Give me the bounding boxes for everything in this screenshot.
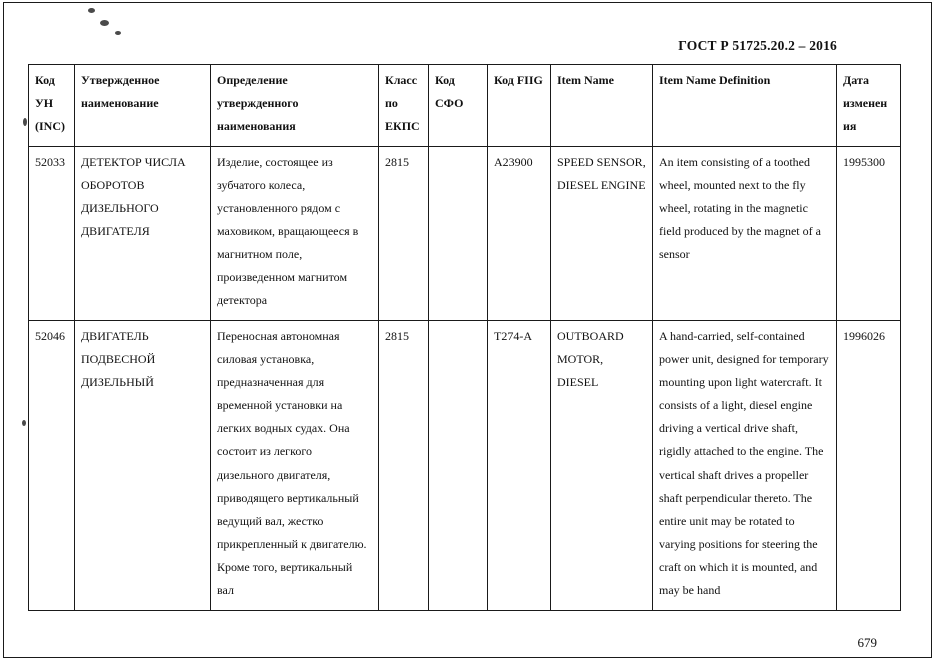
scan-artifact — [88, 8, 95, 13]
cell-fiig-code: T274-A — [488, 321, 551, 610]
document-title: ГОСТ Р 51725.20.2 – 2016 — [678, 38, 837, 53]
scan-artifact — [23, 118, 27, 126]
cell-inc: 52033 — [29, 147, 75, 321]
cell-sfo-code — [429, 321, 488, 610]
scan-artifact — [22, 420, 26, 426]
table-row — [29, 147, 901, 321]
scan-artifact — [115, 31, 121, 35]
cell-sfo-code — [429, 147, 488, 321]
header-item-name-definition: Item Name Definition — [653, 65, 837, 147]
cell-change-date: 1996026 — [837, 321, 901, 610]
header-inc: Код УН (INC) — [29, 65, 75, 147]
cell-item-name: SPEED SENSOR, DIESEL ENGINE — [551, 147, 653, 321]
page-number: 679 — [857, 635, 877, 650]
document-table — [28, 64, 901, 611]
cell-approved-definition: Переносная автономная силовая установка, предназначенная для временной установки на легких водных судах. Она состоит из легкого дизельного двигателя, приводящего вертикальный ведущий вал, жестко прикрепленный к двигателю. Кроме того, вертикальный вал — [211, 321, 379, 610]
header-change-date: Дата изменения — [837, 65, 901, 147]
header-sfo-code: Код СФО — [429, 65, 488, 147]
cell-fiig-code: A23900 — [488, 147, 551, 321]
cell-ekps-class: 2815 — [379, 321, 429, 610]
header-item-name: Item Name — [551, 65, 653, 147]
header-approved-name: Утвержденное наименование — [75, 65, 211, 147]
table-row — [29, 321, 901, 610]
cell-approved-name: ДЕТЕКТОР ЧИСЛА ОБОРОТОВ ДИЗЕЛЬНОГО ДВИГАТЕЛЯ — [75, 147, 211, 321]
cell-item-name-definition: A hand-carried, self-contained power unit, designed for temporary mounting upon light watercraft. It consists of a light, diesel engine driving a vertical drive shaft, rigidly attached to the engine. The vertical shaft drives a propeller shaft perpendicular thereto. The entire unit may be rotated to varying positions for steering the craft on which it is mounted, and may be hand — [653, 321, 837, 610]
table-header-row — [29, 65, 901, 147]
header-approved-definition: Определение утвержденного наименования — [211, 65, 379, 147]
header-ekps-class: Класс по ЕКПС — [379, 65, 429, 147]
cell-item-name-definition: An item consisting of a toothed wheel, mounted next to the fly wheel, rotating in the magnetic field produced by the magnet of a sensor — [653, 147, 837, 321]
cell-ekps-class: 2815 — [379, 147, 429, 321]
cell-approved-definition: Изделие, состоящее из зубчатого колеса, установленного рядом с маховиком, вращающееся в магнитном поле, произведенном магнитом детектора — [211, 147, 379, 321]
scan-artifact — [100, 20, 109, 26]
header-fiig-code: Код FIIG — [488, 65, 551, 147]
cell-approved-name: ДВИГАТЕЛЬ ПОДВЕСНОЙ ДИЗЕЛЬНЫЙ — [75, 321, 211, 610]
cell-inc: 52046 — [29, 321, 75, 610]
cell-item-name: OUTBOARD MOTOR, DIESEL — [551, 321, 653, 610]
cell-change-date: 1995300 — [837, 147, 901, 321]
